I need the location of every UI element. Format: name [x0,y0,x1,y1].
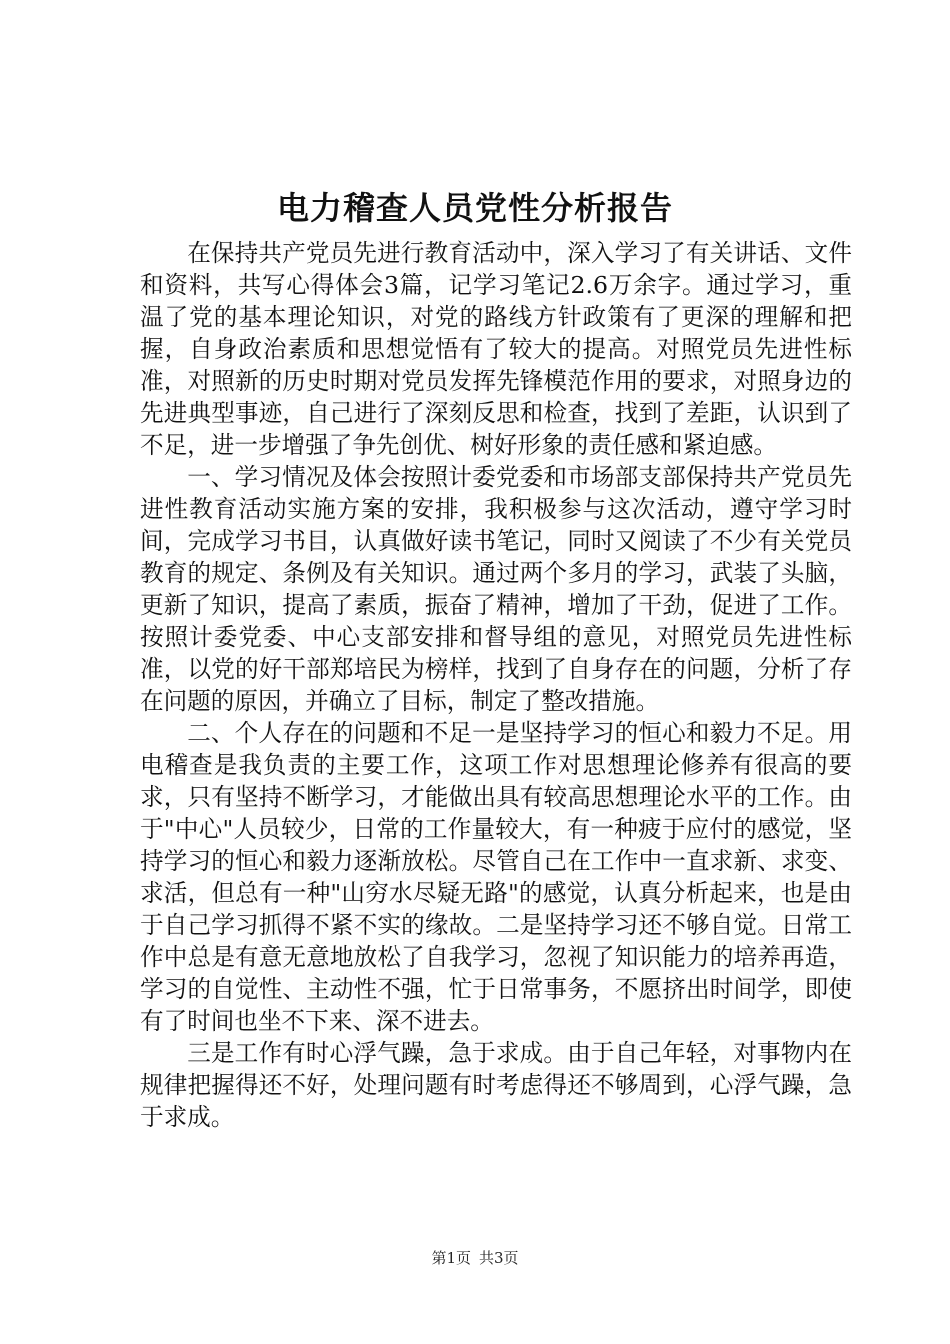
paragraph-section-one: 一、学习情况及体会按照计委党委和市场部支部保持共产党员先进性教育活动实施方案的安排，我积极参与这次活动，遵守学习时间，完成学习书目，认真做好读书笔记，同时又阅读了不少有关党员教育的规定、条例及有关知识。通过两个多月的学习，武装了头脑，更新了知识，提高了素质，振奋了精神，增加了干劲，促进了工作。按照计委党委、中心支部安排和督导组的意见，对照党员先进性标准，以党的好干部郑培民为榜样，找到了自身存在的问题，分析了存在问题的原因，并确立了目标，制定了整改措施。 [140,463,852,715]
paragraph-section-three: 三是工作有时心浮气躁，急于求成。由于自己年轻，对事物内在规律把握得还不好，处理问题有时考虑得还不够周到，心浮气躁，急于求成。 [140,1039,852,1131]
page-number: 第1页 [431,1249,471,1267]
document-body [140,237,852,1133]
page-footer [0,1247,950,1269]
page-count: 共3页 [479,1249,519,1267]
paragraph-section-two: 二、个人存在的问题和不足一是坚持学习的恒心和毅力不足。用电稽查是我负责的主要工作，这项工作对思想理论修养有很高的要求，只有坚持不断学习，才能做出具有较高思想理论水平的工作。由于"中心"人员较少，日常的工作量较大，有一种疲于应付的感觉，坚持学习的恒心和毅力逐渐放松。尽管自己在工作中一直求新、求变、求活，但总有一种"山穷水尽疑无路"的感觉，认真分析起来，也是由于自己学习抓得不紧不实的缘故。二是坚持学习还不够自觉。日常工作中总是有意无意地放松了自我学习，忽视了知识能力的培养再造，学习的自觉性、主动性不强，忙于日常事务，不愿挤出时间学，即使有了时间也坐不下来、深不进去。 [140,719,852,1035]
paragraph-intro: 在保持共产党员先进行教育活动中，深入学习了有关讲话、文件和资料，共写心得体会3篇，记学习笔记2.6万余字。通过学习，重温了党的基本理论知识，对党的路线方针政策有了更深的理解和把握，自身政治素质和思想觉悟有了较大的提高。对照党员先进性标准，对照新的历史时期对党员发挥先锋模范作用的要求，对照身边的先进典型事迹，自己进行了深刻反思和检查，找到了差距，认识到了不足，进一步增强了争先创优、树好形象的责任感和紧迫感。 [140,239,852,459]
page-title: 电力稽查人员党性分析报告 [276,189,673,227]
